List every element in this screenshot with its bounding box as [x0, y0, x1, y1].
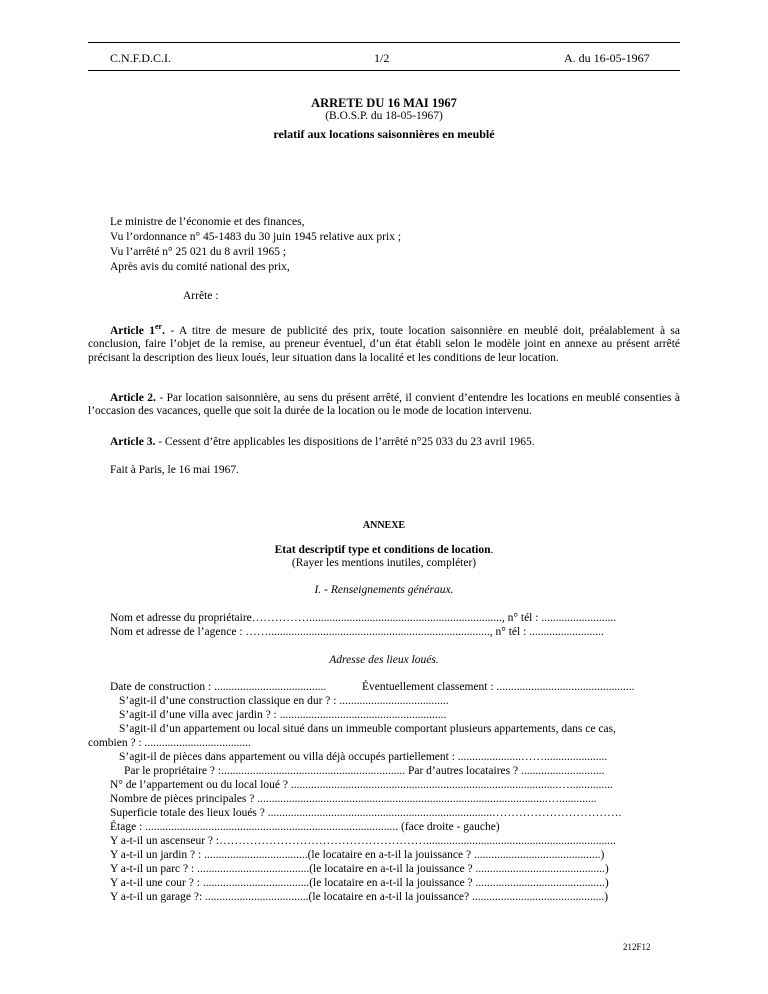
header-org: C.N.F.D.C.I. [110, 51, 172, 65]
annex-section-2: Adresse des lieux loués. [329, 654, 439, 666]
form-line: N° de l’appartement ou du local loué ? .............................................................................................…............... [110, 779, 613, 791]
preamble-line: Après avis du comité national des prix, [110, 261, 290, 273]
owner-line: Nom et adresse du propriétaire……………..................................................................., n° tél : .......................... [110, 612, 617, 624]
article-2-text: - Par location saisonnière, au sens du présent arrêté, il convient d’entendre les locations en meublé consenties à l’occasion des vacances, quelle que soit la durée de la location ou le mode de location intervenu. [88, 392, 680, 418]
form-line: S’agit-il d’une villa avec jardin ? : .......................................................... [119, 709, 447, 721]
form-line: Nombre de pièces principales ? .....................................................................................................…............. [110, 793, 597, 805]
arrete-heading: Arrête : [183, 290, 219, 302]
article-1-sup: er [154, 322, 163, 331]
preamble-line: Vu l’arrêté n° 25 021 du 8 avril 1965 ; [110, 246, 287, 258]
form-line: Y a-t-il une cour ? : .....................................(le locataire en a-t-il la jouissance ? .............................................) [110, 877, 609, 889]
annex-subtitle [0, 544, 768, 556]
form-line: Y a-t-il un ascenseur ? :……………………………………………….................................................................. [110, 835, 616, 847]
article-2-label: Article 2. [110, 392, 156, 404]
article-1 [88, 320, 680, 365]
done-at: Fait à Paris, le 16 mai 1967. [110, 464, 240, 476]
article-3-label: Article 3. [110, 436, 156, 448]
article-3 [88, 436, 680, 449]
form-line: S’agit-il d’une construction classique en dur ? : ...................................... [119, 695, 449, 707]
preamble-line: Vu l’ordonnance n° 45-1483 du 30 juin 1945 relative aux prix ; [110, 231, 402, 243]
header-page-number: 1/2 [374, 51, 390, 65]
form-line: Y a-t-il un garage ?: ....................................(le locataire en a-t-il la jouissance? ..............................................) [110, 891, 609, 903]
form-line: Étage : ........................................................................................ (face droite - gauche) [110, 821, 500, 833]
footer-code: 212F12 [623, 942, 651, 952]
form-line: Y a-t-il un parc ? : .......................................(le locataire en a-t-il la jouissance ? .............................................) [110, 863, 609, 875]
article-1-label: Article 1 [110, 324, 155, 337]
header-top-rule [88, 42, 680, 43]
form-line: S’agit-il d’un appartement ou local situé dans un immeuble comportant plusieurs appartements, dans ce cas, [119, 723, 616, 735]
article-1-text: - A titre de mesure de publicité des prix, toute location saisonnière en meublé doit, préalablement à sa conclusion, faire l’objet de la remise, au preneur éventuel, d’un état établi selon le modèle joint en annexe au présent arrêté précisant la description des lieux loués, leur situation dans la localité et les conditions de leur location. [88, 324, 680, 364]
document-source: (B.O.S.P. du 18-05-1967) [325, 110, 443, 122]
article-3-text: - Cessent d’être applicables les dispositions de l’arrêté n°25 033 du 23 avril 1965. [155, 436, 535, 448]
header-bottom-rule [88, 70, 680, 71]
preamble-line: Le ministre de l’économie et des finances, [110, 216, 305, 228]
annex-title: ANNEXE [362, 520, 406, 531]
document-title: ARRETE DU 16 MAI 1967 [311, 96, 457, 110]
header-reference: A. du 16-05-1967 [564, 51, 650, 65]
form-line: Par le propriétaire ? :................................................................ Par d’autres locataires ? ............................. [124, 765, 605, 777]
article-1-label-end: . [162, 324, 165, 337]
construction-date-line: Date de construction : ....................................... [110, 681, 327, 693]
agency-line: Nom et adresse de l’agence : ……............................................................................., n° tél : .......................... [110, 626, 604, 638]
form-line: Y a-t-il un jardin ? : ....................................(le locataire en a-t-il la jouissance ? ............................................) [110, 849, 605, 861]
annex-subtitle-bold: Etat descriptif type et conditions de location [274, 544, 491, 556]
classement-line: Éventuellement classement : ................................................ [362, 681, 635, 693]
annex-note: (Rayer les mentions inutiles, compléter) [291, 557, 477, 569]
form-line: S’agit-il de pièces dans appartement ou villa déjà occupés partiellement : ......................……...................... [119, 751, 608, 763]
form-line: combien ? : ..................................... [88, 737, 251, 749]
article-2 [88, 392, 680, 419]
document-object: relatif aux locations saisonnières en meublé [273, 127, 495, 141]
annex-subtitle-end: . [490, 544, 494, 556]
annex-section-1: I. - Renseignements généraux. [314, 584, 454, 596]
form-line: Superficie totale des lieux loués ? ..............................................................................……………………………. [110, 807, 622, 819]
